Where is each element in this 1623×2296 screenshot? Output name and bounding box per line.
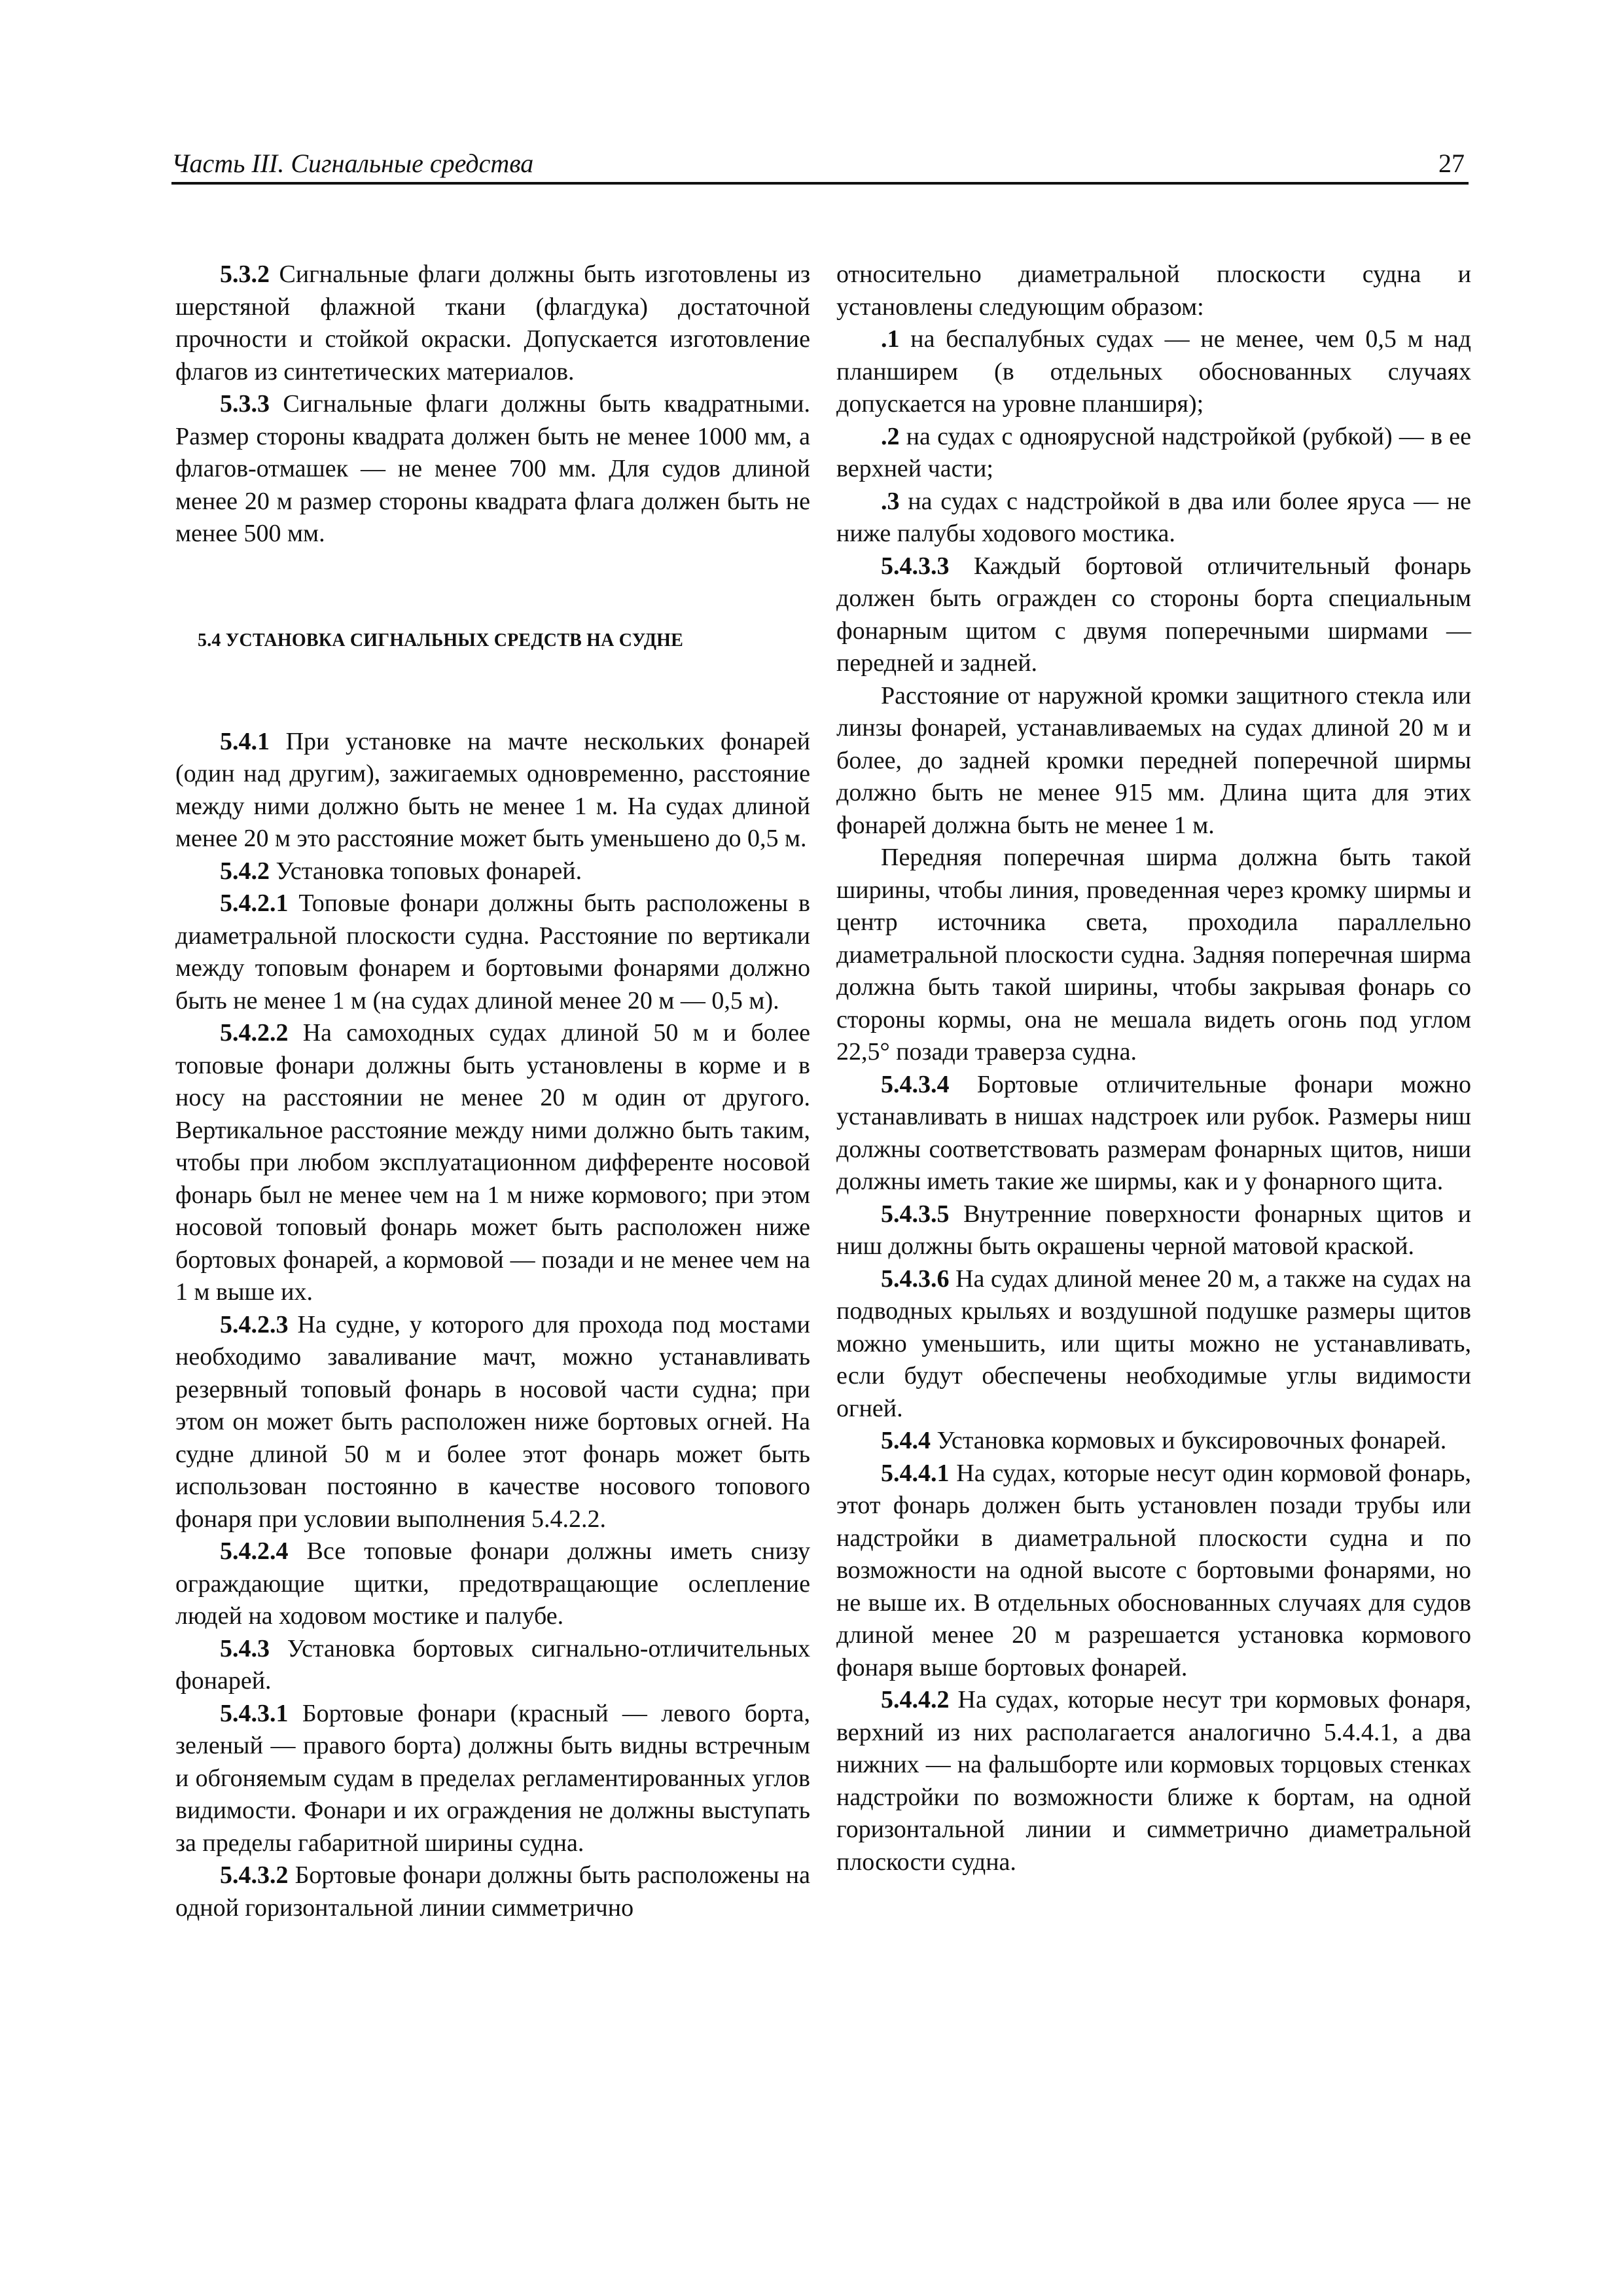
subsection-heading <box>836 1425 1471 1458</box>
paragraph <box>836 1684 1471 1878</box>
clause-number: 5.4.2.1 <box>220 889 289 917</box>
paragraph <box>175 388 810 550</box>
paragraph <box>175 888 810 1017</box>
paragraph-text: На судне, у которого для прохода под мостами необходимо заваливание мачт, можно устанавливать резервный топовый фонарь в носовой части судна; при этом он может быть расположен ниже бортовых огней. На судне длиной 50 м и более этот фонарь может быть использован постоянно в качестве носового топового фонаря при условии выполнения 5.4.2.2. <box>175 1310 810 1533</box>
paragraph: Расстояние от наружной кромки защитного стекла или линзы фонарей, устанавливаемых на судах длиной 20 м и более, до задней кромки передней поперечной ширмы должно быть не менее 915 мм. Длина щита для этих фонарей должна быть не менее 1 м. <box>836 681 1471 839</box>
right-column <box>836 259 1471 1878</box>
paragraph-text: Внутренние поверхности фонарных щитов и ниш должны быть окрашены черной матовой краской. <box>836 1200 1471 1260</box>
list-number: .2 <box>881 422 900 450</box>
paragraph-text: На самоходных судах длиной 50 м и более топовые фонари должны быть установлены в корме и в носу на расстоянии не менее 20 м один от другого. Вертикальное расстояние между ними должно быть таким, чтобы при любом эксплуатационном дифференте носовой фонарь был не менее чем на 1 м ниже кормового; при этом носовой топовый фонарь может быть расположен ниже бортовых фонарей, а кормовой — позади и не менее чем на 1 м выше их. <box>175 1019 810 1306</box>
clause-number: 5.4.2.2 <box>220 1019 289 1047</box>
left-column <box>175 259 810 1924</box>
paragraph-text: Сигнальные флаги должны быть квадратными. Размер стороны квадрата должен быть не менее 1000 мм, а флагов-отмашек — не менее 700 мм. Для судов длиной менее 20 м размер стороны квадрата флага должен быть не менее 500 мм. <box>175 390 810 547</box>
subsection-heading <box>175 1633 810 1698</box>
clause-number: 5.4.4.1 <box>881 1459 950 1487</box>
running-title: Часть III. Сигнальные средства <box>171 149 534 178</box>
paragraph-text: Топовые фонари должны быть расположены в диаметральной плоскости судна. Расстояние по вертикали между топовым фонарем и бортовыми фонарями должно быть не менее 1 м (на судах длиной менее 20 м — 0,5 м). <box>175 889 810 1014</box>
paragraph-text: На судах длиной менее 20 м, а также на судах на подводных крыльях и воздушной подушке размеры щитов можно уменьшить, или щиты можно не устанавливать, если будут обеспечены необходимые углы видимости огней. <box>836 1265 1471 1422</box>
paragraph-text: На судах, которые несут один кормовой фонарь, этот фонарь должен быть установлен позади трубы или надстройки в диаметральной плоскости судна и по возможности на одной высоте с бортовыми фонарями, но не выше их. В отдельных обоснованных случаях для судов длиной менее 20 м разрешается установка кормового фонаря выше бортовых фонарей. <box>836 1459 1471 1681</box>
paragraph: Передняя поперечная ширма должна быть такой ширины, чтобы линия, проведенная через кромку ширмы и центр источника света, проходила параллельно диаметральной плоскости судна. Задняя поперечная ширма должна быть такой ширины, чтобы закрывая фонарь со стороны кормы, она не мешала видеть огонь под углом 22,5° позади траверза судна. <box>836 844 1471 1066</box>
paragraph <box>175 1309 810 1536</box>
paragraph-text: На судах, которые несут три кормовых фонаря, верхний из них располагается аналогично 5.4.4.1, а два нижних — на фальшборте или кормовых торцовых стенках надстройки по возможности ближе к бортам, на одной горизонтальной линии и симметрично диаметральной плоскости судна. <box>836 1686 1471 1876</box>
clause-number: 5.4.3.3 <box>881 552 950 580</box>
paragraph-text: Сигнальные флаги должны быть изготовлены из шерстяной флажной ткани (флагдука) достаточной прочности и стойкой окраски. Допускается изготовление флагов из синтетических материалов. <box>175 260 810 386</box>
clause-number: 5.4.2.3 <box>220 1310 289 1338</box>
paragraph-text: на судах с надстройкой в два или более яруса — не ниже палубы ходового мостика. <box>836 487 1471 547</box>
subsection-heading <box>175 855 810 888</box>
paragraph <box>836 1069 1471 1198</box>
paragraph <box>175 259 810 388</box>
paragraph-text: При установке на мачте нескольких фонарей (один над другим), зажигаемых одновременно, расстояние между ними должно быть не менее 1 м. На судах длиной менее 20 м это расстояние может быть уменьшено до 0,5 м. <box>175 727 810 852</box>
paragraph-text: Установка бортовых сигнально-отличительных фонарей. <box>175 1634 810 1695</box>
paragraph <box>836 550 1471 680</box>
list-number: .3 <box>881 487 900 515</box>
paragraph-text: Бортовые отличительные фонари можно устанавливать в нишах надстроек или рубок. Размеры ниш должны соответствовать размерам фонарных щитов, ниши должны иметь такие же ширмы, как и у фонарного щита. <box>836 1070 1471 1195</box>
paragraph <box>836 1198 1471 1263</box>
page-number: 27 <box>1438 149 1465 178</box>
section-heading: 5.4 УСТАНОВКА СИГНАЛЬНЫХ СРЕДСТВ НА СУДНЕ <box>198 630 684 651</box>
clause-number: 5.4.1 <box>220 727 270 755</box>
paragraph-text: Каждый бортовой отличительный фонарь должен быть огражден со стороны борта специальным фонарным щитом с двумя поперечными ширмами — передней и задней. <box>836 552 1471 677</box>
paragraph <box>175 1535 810 1633</box>
clause-number: 5.4.3.5 <box>881 1200 950 1228</box>
clause-number: 5.4.4.2 <box>881 1686 950 1713</box>
clause-number: 5.4.3 <box>220 1634 270 1662</box>
clause-number: 5.4.3.1 <box>220 1699 289 1727</box>
clause-number: 5.4.2.4 <box>220 1537 289 1565</box>
paragraph: относительно диаметральной плоскости судна и установлены следующим образом: <box>836 260 1471 321</box>
paragraph <box>175 1859 810 1924</box>
clause-number: 5.4.3.6 <box>881 1265 950 1293</box>
clause-number: 5.3.2 <box>220 260 270 288</box>
paragraph-text: Бортовые фонари должны быть расположены на одной горизонтальной линии симметрично <box>175 1861 810 1922</box>
list-item <box>836 323 1471 421</box>
paragraph-text: Установка кормовых и буксировочных фонарей. <box>931 1427 1447 1454</box>
paragraph <box>175 726 810 855</box>
clause-number: 5.4.3.4 <box>881 1070 950 1098</box>
paragraph-text: на судах с одноярусной надстройкой (рубкой) — в ее верхней части; <box>836 422 1471 482</box>
clause-number: 5.4.2 <box>220 857 270 885</box>
clause-number: 5.3.3 <box>220 390 270 418</box>
paragraph-text: Бортовые фонари (красный — левого борта, зеленый — правого борта) должны быть видны встречным и обгоняемым судам в пределах регламентированных углов видимости. Фонари и их ограждения не должны выступать за пределы габаритной ширины судна. <box>175 1699 810 1857</box>
page-header <box>171 143 1469 185</box>
list-item <box>836 486 1471 550</box>
paragraph <box>836 1458 1471 1685</box>
paragraph-text: Установка топовых фонарей. <box>270 857 582 885</box>
paragraph <box>175 1698 810 1860</box>
clause-number: 5.4.4 <box>881 1427 931 1454</box>
paragraph <box>175 1017 810 1309</box>
list-number: .1 <box>881 325 900 353</box>
paragraph-text: Все топовые фонари должны иметь снизу ограждающие щитки, предотвращающие ослепление людей на ходовом мостике и палубе. <box>175 1537 810 1630</box>
paragraph-text: на беспалубных судах — не менее, чем 0,5 м над планширем (в отдельных обоснованных случаях допускается на уровне планширя); <box>836 325 1471 418</box>
list-item <box>836 421 1471 486</box>
paragraph <box>836 1263 1471 1426</box>
clause-number: 5.4.3.2 <box>220 1861 289 1889</box>
